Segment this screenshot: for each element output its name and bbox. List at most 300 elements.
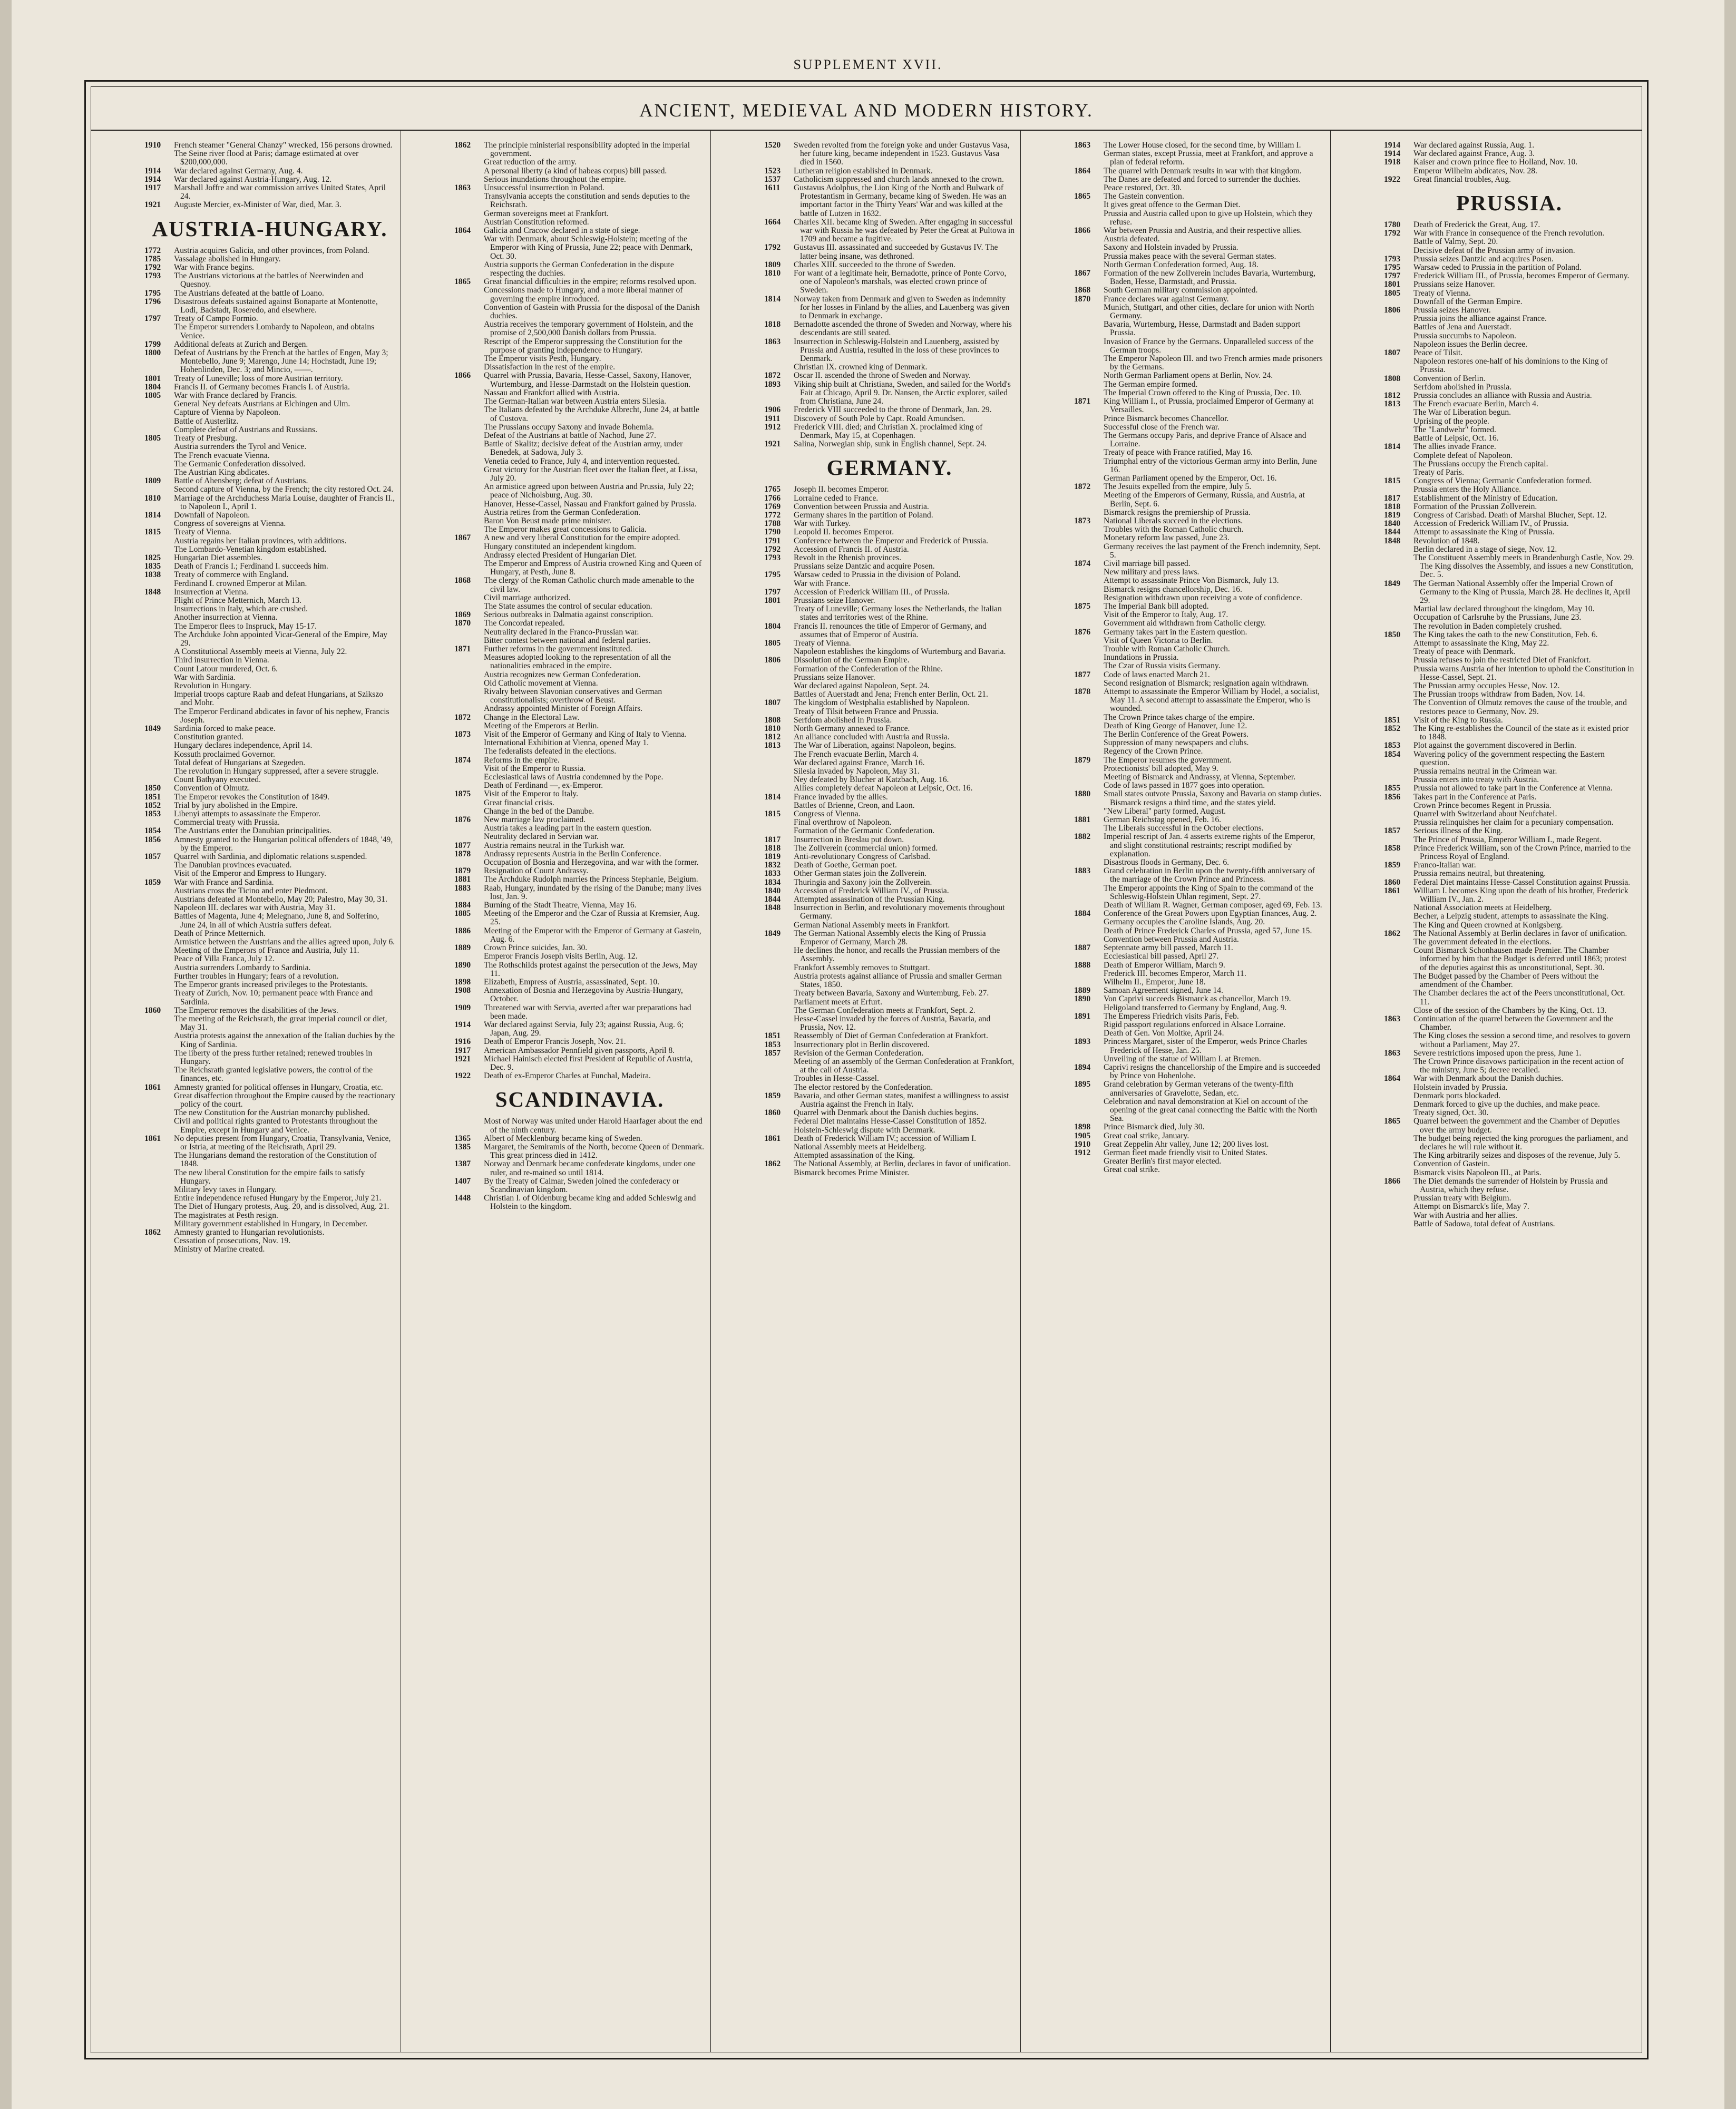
entry-text: By the Treaty of Calmar, Sweden joined the confederacy or Scandinavian kingdom. — [484, 1176, 679, 1194]
history-entry — [1074, 1012, 1325, 1021]
entry-text: Prussia remains neutral in the Crimean war. — [1413, 767, 1557, 776]
entry-text: Bavaria, and other German states, manifest a willingness to assist Austria against the French in Italy. — [794, 1091, 1009, 1109]
entry-year — [454, 628, 484, 637]
entry-year: 1853 — [144, 809, 161, 819]
entry-text: Sweden revolted from the foreign yoke and under Gustavus Vasa, her future king, became independent in 1523. Gustavus Vasa died in 1560. — [794, 141, 1010, 167]
entry-year: 1788 — [764, 519, 781, 529]
entry-text: Third insurrection in Vienna. — [174, 656, 269, 665]
entry-text: Count Latour murdered, Oct. 6. — [174, 664, 278, 673]
history-entry — [1074, 688, 1325, 714]
entry-text: The revolution in Hungary suppressed, after a severe struggle. — [174, 767, 378, 776]
history-entry — [1384, 340, 1635, 349]
entry-text: Revolt in the Rhenish provinces. — [794, 553, 901, 562]
entry-text: The King closes the session a second time, and resolves to govern without a Parliament, May 27. — [1413, 1031, 1631, 1049]
history-entry — [1384, 452, 1635, 460]
entry-text: Formation of the Prussian Zollverein. — [1413, 502, 1537, 511]
history-entry — [144, 878, 395, 887]
entry-text: Visit of the Emperor to Russia. — [484, 764, 586, 773]
entry-text: The new Constitution for the Austrian monarchy published. — [174, 1108, 370, 1118]
entry-year — [1074, 952, 1104, 961]
history-entry — [1074, 1098, 1325, 1124]
entry-text: Great financial troubles, Aug. — [1413, 174, 1511, 184]
history-entry — [454, 833, 705, 841]
entry-text: Further reforms in the government instituted. — [484, 644, 632, 653]
entry-year — [144, 1245, 174, 1254]
entry-text: Michael Hainisch elected first President of Republic of Austria, Dec. 9. — [484, 1054, 693, 1072]
entry-text: Baron Von Beust made prime minister. — [484, 516, 611, 525]
entry-year: 1894 — [1074, 1062, 1091, 1072]
entry-text: Conference of the Great Powers upon Egyptian finances, Aug. 2. — [1104, 909, 1317, 919]
history-entry — [454, 944, 705, 952]
entry-text: The Danes are defeated and forced to surrender the duchies. — [1104, 174, 1301, 184]
history-entry — [1074, 304, 1325, 320]
entry-year: 1855 — [1384, 784, 1401, 793]
entry-year — [1384, 460, 1413, 468]
entry-year — [1384, 1194, 1413, 1203]
entry-year: 1765 — [764, 485, 781, 494]
history-entry — [1384, 1220, 1635, 1228]
entry-year: 1870 — [1074, 294, 1091, 304]
history-entry — [764, 921, 1015, 930]
entry-text: Ferdinand I. crowned Emperor at Milan. — [174, 579, 307, 588]
entry-text: Takes part in the Conference at Paris. — [1413, 792, 1537, 802]
entry-year — [454, 833, 484, 841]
entry-text: Reassembly of Diet of German Confederation at Frankfort. — [794, 1031, 988, 1041]
history-entry — [764, 699, 1015, 707]
entry-year — [1074, 175, 1104, 184]
entry-text: Treaty of Campo Formio. — [174, 314, 258, 324]
entry-text: Charles XIII. succeeded to the throne of Sweden. — [794, 260, 956, 269]
entry-year: 1833 — [764, 869, 781, 878]
column-divider — [1330, 131, 1331, 2052]
entry-year: 1852 — [144, 800, 161, 810]
entry-year — [1384, 656, 1413, 665]
history-entry — [764, 750, 1015, 759]
history-entry — [144, 767, 395, 776]
entry-text: Austria recognizes new German Confederation. — [484, 670, 641, 679]
column-divider — [1020, 131, 1021, 2052]
entry-text: Federal Diet maintains Hesse-Cassel Constitution against Prussia. — [1413, 877, 1631, 887]
entry-text: Caprivi resigns the chancellorship of the Empire and is succeeded by Prince von Hohenlohe. — [1104, 1062, 1320, 1081]
history-entry — [1384, 1075, 1635, 1083]
history-entry — [1384, 332, 1635, 340]
history-entry — [764, 562, 1015, 571]
entry-year — [764, 1015, 794, 1032]
entry-text: Monetary reform law passed, June 23. — [1104, 533, 1230, 543]
history-entry — [764, 363, 1015, 372]
entry-text: Prussia joins the alliance against France. — [1413, 314, 1547, 324]
entry-text: War with Austria and her allies. — [1413, 1210, 1518, 1220]
history-entry — [764, 415, 1015, 423]
entry-year: 1792 — [764, 243, 781, 252]
entry-year — [1384, 938, 1413, 946]
entry-year — [1384, 340, 1413, 349]
entry-text: Warsaw ceded to Prussia in the partition of Poland. — [1413, 263, 1582, 272]
entry-text: The Emperor makes great concessions to Galicia. — [484, 525, 647, 534]
entry-year: 1884 — [1074, 909, 1091, 919]
history-entry — [144, 323, 395, 340]
history-entry — [1384, 972, 1635, 989]
history-entry — [1384, 468, 1635, 477]
history-entry — [764, 733, 1015, 741]
history-entry — [764, 998, 1015, 1007]
entry-text: The German empire formed. — [1104, 379, 1198, 389]
entry-year — [144, 656, 174, 665]
entry-year — [1384, 1083, 1413, 1092]
entry-text: Dissatisfaction in the rest of the empire. — [484, 363, 615, 372]
entry-year — [764, 690, 794, 699]
entry-year: 1815 — [764, 809, 781, 819]
history-entry — [1074, 355, 1325, 372]
entry-text: Kossuth proclaimed Governor. — [174, 749, 275, 759]
history-entry — [144, 981, 395, 989]
entry-text: National Liberals succeed in the elections. — [1104, 516, 1243, 525]
entry-text: The King and Queen crowned at Konigsberg. — [1413, 920, 1563, 930]
entry-year — [764, 998, 794, 1007]
history-entry — [1074, 824, 1325, 833]
history-entry — [454, 688, 705, 705]
history-entry — [764, 1041, 1015, 1049]
entry-year: 1365 — [454, 1134, 471, 1143]
entry-year: 1817 — [1384, 493, 1401, 503]
entry-text: Capture of Vienna by Napoleon. — [174, 408, 280, 417]
entry-year — [1384, 1007, 1413, 1015]
entry-year: 1908 — [454, 986, 471, 995]
entry-year — [1074, 320, 1104, 337]
entry-text: Prussia not allowed to take part in the Conference at Vienna. — [1413, 784, 1613, 793]
entry-year — [454, 765, 484, 773]
entry-year — [1384, 1032, 1413, 1049]
history-entry — [144, 776, 395, 784]
entry-text: Attempt to assassinate the King of Prussia. — [1413, 528, 1555, 537]
history-entry — [1074, 320, 1325, 337]
entry-year: 1813 — [764, 741, 781, 750]
entry-year — [454, 440, 484, 457]
entry-year — [1074, 1021, 1104, 1029]
history-entry — [1074, 619, 1325, 628]
entry-text: Crown Prince suicides, Jan. 30. — [484, 943, 588, 953]
history-entry — [1074, 867, 1325, 884]
entry-year — [1384, 1100, 1413, 1109]
entry-text: War declared against Napoleon, Sept. 24. — [794, 681, 930, 690]
history-entry — [144, 622, 395, 631]
entry-text: Saxony and Holstein invaded by Prussia. — [1104, 243, 1238, 252]
history-entry — [1074, 901, 1325, 910]
history-entry — [764, 870, 1015, 878]
history-entry — [1074, 679, 1325, 688]
entry-year — [454, 602, 484, 611]
entry-text: Amnesty granted to Hungarian revolutionists. — [174, 1227, 325, 1237]
entry-year — [454, 304, 484, 320]
entry-year — [1384, 870, 1413, 878]
entry-year — [1384, 434, 1413, 443]
entry-year — [1074, 338, 1104, 355]
history-entry — [764, 776, 1015, 784]
entry-text: Death of King George of Hanover, June 12. — [1104, 721, 1247, 730]
entry-text: Albert of Mecklenburg became king of Sweden. — [484, 1134, 642, 1143]
entry-year: 1814 — [1384, 442, 1401, 452]
entry-text: Joseph II. becomes Emperor. — [794, 485, 889, 494]
entry-text: Austria supports the German Confederation in the dispute respecting the duchies. — [484, 260, 674, 278]
entry-text: German states, except Prussia, meet at Frankfort, and approve a plan of federal reform. — [1104, 149, 1313, 167]
entry-text: Frederick VIII succeeded to the throne of Denmark, Jan. 29. — [794, 405, 992, 415]
history-entry — [454, 671, 705, 679]
entry-text: Germany occupies the Caroline Islands, Aug. 20. — [1104, 917, 1265, 927]
history-entry — [1074, 1055, 1325, 1063]
entry-year: 1853 — [1384, 741, 1401, 750]
entry-text: The government defeated in the elections. — [1413, 938, 1552, 947]
entry-year — [1384, 247, 1413, 255]
entry-text: Death of Prince Frederick Charles of Prussia, aged 57, June 15. — [1104, 926, 1312, 935]
history-entry — [1384, 221, 1635, 229]
entry-year — [1384, 408, 1413, 417]
history-entry — [144, 1169, 395, 1186]
history-entry — [764, 580, 1015, 588]
entry-year — [1074, 927, 1104, 935]
entry-year — [144, 537, 174, 545]
entry-text: Imperial rescript of Jan. 4 asserts extreme rights of the Emperor, and slight constitutional restraints; rescript modified by explanation. — [1104, 832, 1315, 858]
entry-year — [1074, 594, 1104, 602]
history-entry — [1384, 315, 1635, 323]
entry-year: 1872 — [1074, 482, 1091, 492]
history-entry — [144, 417, 395, 426]
entry-text: Other German states join the Zollverein. — [794, 869, 927, 878]
entry-year — [454, 192, 484, 209]
history-entry — [764, 827, 1015, 835]
entry-text: General Ney defeats Austrians at Elchingen and Ulm. — [174, 399, 350, 409]
entry-year: 1851 — [144, 792, 161, 802]
history-entry — [764, 1135, 1015, 1143]
entry-year — [764, 562, 794, 571]
history-entry — [1074, 448, 1325, 457]
history-entry — [1074, 491, 1325, 508]
history-entry — [764, 1032, 1015, 1040]
history-entry — [454, 1047, 705, 1055]
entry-text: Quarrel with Prussia, Bavaria, Hesse-Cassel, Saxony, Hanover, Wurtemburg, and Hesse-Darmstadt on the Holstein question. — [484, 371, 691, 389]
history-entry — [144, 613, 395, 622]
history-entry — [144, 150, 395, 167]
entry-year — [454, 363, 484, 372]
entry-year — [1384, 665, 1413, 682]
entry-text: Another insurrection at Vienna. — [174, 613, 278, 622]
entry-text: Great reduction of the army. — [484, 158, 577, 167]
entry-text: The budget being rejected the king prorogues the parliament, and declares he will rule without it. — [1413, 1134, 1628, 1151]
entry-text: Heligoland transferred to Germany by England, Aug. 9. — [1104, 1003, 1287, 1012]
entry-text: Attempt to assassinate Prince Von Bismarck, July 13. — [1104, 576, 1279, 585]
history-entry — [1074, 790, 1325, 807]
entry-year — [764, 580, 794, 588]
entry-year — [1074, 568, 1104, 577]
entry-text: Treaty of peace with France ratified, May 16. — [1104, 448, 1253, 457]
entry-text: Imperial troops capture Raab and defeat Hungarians, at Szikszo and Mohr. — [174, 690, 384, 708]
entry-year — [1074, 415, 1104, 423]
history-entry — [1074, 858, 1325, 867]
entry-year — [454, 286, 484, 303]
history-entry — [144, 1186, 395, 1194]
history-entry — [144, 340, 395, 349]
entry-year: 1772 — [764, 510, 781, 520]
entry-year — [454, 483, 484, 500]
history-entry — [454, 730, 705, 739]
entry-text: The federalists defeated in the elections. — [484, 747, 617, 756]
history-entry — [1384, 255, 1635, 263]
entry-year: 1792 — [144, 263, 161, 272]
history-entry — [1074, 816, 1325, 824]
entry-text: A new and very liberal Constitution for the empire adopted. — [484, 533, 680, 543]
entry-text: Death of Emperor Francis Joseph, Nov. 21. — [484, 1037, 626, 1047]
history-entry — [454, 363, 705, 372]
history-entry — [1384, 622, 1635, 631]
entry-text: Congress of sovereigns at Vienna. — [174, 519, 286, 529]
entry-year — [764, 682, 794, 690]
entry-text: North German Confederation formed, Aug. 18. — [1104, 260, 1259, 269]
entry-year — [144, 622, 174, 631]
entry-year: 1879 — [1074, 755, 1091, 765]
entry-year: 1785 — [144, 254, 161, 263]
history-entry — [454, 517, 705, 525]
entry-text: Marshall Joffre and war commission arrives United States, April 24. — [174, 183, 386, 201]
entry-year: 1873 — [1074, 516, 1091, 525]
entry-text: Defeat of the Austrians at battle of Nachod, June 27. — [484, 431, 656, 440]
entry-text: The King re-establishes the Council of the state as it existed prior to 1848. — [1413, 724, 1629, 742]
entry-text: Change in the bed of the Danube. — [484, 806, 594, 816]
history-entry — [764, 930, 1015, 946]
entry-text: German fleet made friendly visit to United States. — [1104, 1148, 1267, 1157]
history-entry — [1074, 380, 1325, 389]
entry-text: The Lombardo-Venetian kingdom established. — [174, 544, 327, 554]
entry-text: Andrassy appointed Minister of Foreign Affairs. — [484, 704, 643, 714]
entry-text: Great coal strike, January. — [1104, 1131, 1189, 1140]
entry-text: King William I., of Prussia, proclaimed Emperor of Germany at Versailles. — [1104, 397, 1314, 415]
entry-text: Prussian treaty with Belgium. — [1413, 1194, 1511, 1203]
entry-year: 1882 — [1074, 832, 1091, 842]
entry-year — [144, 946, 174, 955]
history-entry — [1384, 289, 1635, 298]
entry-year — [1074, 653, 1104, 662]
history-entry — [454, 423, 705, 432]
entry-text: Neutrality declared in the Franco-Prussian war. — [484, 627, 639, 637]
history-entry — [1074, 192, 1325, 201]
history-entry — [454, 577, 705, 593]
entry-text: Greater Berlin's first mayor elected. — [1104, 1157, 1222, 1166]
history-entry — [1384, 434, 1635, 443]
entry-year — [1074, 210, 1104, 227]
entry-year: 1664 — [764, 217, 781, 227]
entry-year — [1074, 150, 1104, 167]
entry-year — [454, 747, 484, 756]
history-entry — [1074, 722, 1325, 730]
history-entry — [1074, 1063, 1325, 1080]
history-entry — [1384, 349, 1635, 357]
history-entry — [454, 167, 705, 175]
entry-year: 1910 — [1074, 1139, 1091, 1149]
history-entry — [144, 141, 395, 150]
entry-text: The French evacuate Berlin, March 4. — [1413, 399, 1538, 409]
history-entry — [144, 289, 395, 298]
history-entry — [144, 725, 395, 733]
entry-year: 1819 — [764, 852, 781, 862]
history-entry — [1384, 844, 1635, 861]
history-entry — [454, 1004, 705, 1021]
entry-text: Civil marriage authorized. — [484, 593, 571, 602]
entry-year — [454, 432, 484, 440]
entry-text: Resignation of Count Andrassy. — [484, 866, 589, 876]
history-entry — [1384, 1160, 1635, 1168]
entry-text: The Imperial Crown offered to the King of Prussia, Dec. 10. — [1104, 388, 1302, 397]
entry-text: Death of Prince Metternich. — [174, 929, 266, 938]
history-entry — [1384, 1151, 1635, 1160]
history-entry — [764, 1169, 1015, 1177]
history-entry — [144, 793, 395, 802]
entry-text: Successful close of the French war. — [1104, 422, 1220, 432]
entry-text: The Italians defeated by the Archduke Albrecht, June 24, at battle of Custova. — [484, 405, 699, 423]
entry-year — [1384, 468, 1413, 477]
column-divider — [710, 131, 711, 2052]
history-entry — [454, 602, 705, 611]
history-entry — [764, 380, 1015, 406]
history-entry — [1074, 884, 1325, 901]
entry-year: 1912 — [764, 422, 781, 432]
entry-year: 1801 — [144, 374, 161, 383]
entry-year — [144, 1169, 174, 1186]
entry-text: The Emperor appoints the King of Spain to the command of the Schleswig-Holstein Uhlan regiment, Sept. 27. — [1104, 883, 1313, 901]
entry-year — [1384, 1212, 1413, 1220]
entry-year — [764, 989, 794, 998]
entry-text: The Diet demands the surrender of Holstein by Prussia and Austria, which they refuse. — [1413, 1176, 1608, 1194]
entry-text: Transylvania accepts the constitution and sends deputies to the Reichsrath. — [484, 192, 690, 210]
entry-text: The Emperor resumes the government. — [1104, 755, 1232, 765]
history-entry — [144, 656, 395, 665]
entry-year: 1813 — [1384, 399, 1401, 409]
entry-text: The Reichsrath granted legislative powers, the control of the finances, etc. — [174, 1066, 373, 1083]
entry-text: Norway and Denmark became confederate kingdoms, under one ruler, and re-mained so until 1814. — [484, 1159, 696, 1177]
entry-text: Battles of Magenta, June 4; Melegnano, June 8, and Solferino, June 24, in all of which Austria suffers defeat. — [174, 912, 379, 930]
entry-year — [454, 235, 484, 261]
history-entry — [454, 1177, 705, 1194]
entry-year: 1914 — [454, 1020, 471, 1029]
history-entry — [1074, 773, 1325, 782]
entry-year: 1814 — [764, 294, 781, 304]
entry-year — [1384, 323, 1413, 331]
entry-year: 1876 — [1074, 627, 1091, 637]
entry-year — [144, 690, 174, 707]
history-entry — [1074, 141, 1325, 150]
entry-text: Concessions made to Hungary, and a more liberal manner of governing the empire introduced. — [484, 286, 683, 304]
history-entry — [144, 648, 395, 656]
history-entry — [1384, 631, 1635, 639]
history-entry — [764, 759, 1015, 767]
entry-year — [1074, 201, 1104, 209]
entry-year: 1848 — [764, 903, 781, 913]
entry-year: 1862 — [454, 141, 471, 150]
entry-year — [1384, 921, 1413, 930]
entry-year: 1387 — [454, 1159, 471, 1169]
history-entry — [764, 972, 1015, 989]
entry-text: Death of Goethe, German poet. — [794, 861, 897, 870]
entry-text: Insurrection in Schleswig-Holstein and Lauenberg, assisted by Prussia and Austria, resulted in the loss of these provinces to Denmark. — [794, 337, 1000, 364]
entry-text: The State assumes the control of secular education. — [484, 601, 652, 611]
entry-year — [144, 818, 174, 827]
entry-year — [1384, 989, 1413, 1006]
entry-year: 1867 — [454, 533, 471, 543]
history-entry — [764, 844, 1015, 853]
entry-text: War with France declared by Francis. — [174, 391, 297, 401]
entry-year: 1448 — [454, 1194, 471, 1203]
entry-text: New marriage law proclaimed. — [484, 815, 586, 825]
entry-year: 1804 — [764, 621, 781, 631]
history-entry — [454, 235, 705, 261]
entry-text: Silesia invaded by Napoleon, May 31. — [794, 767, 920, 776]
